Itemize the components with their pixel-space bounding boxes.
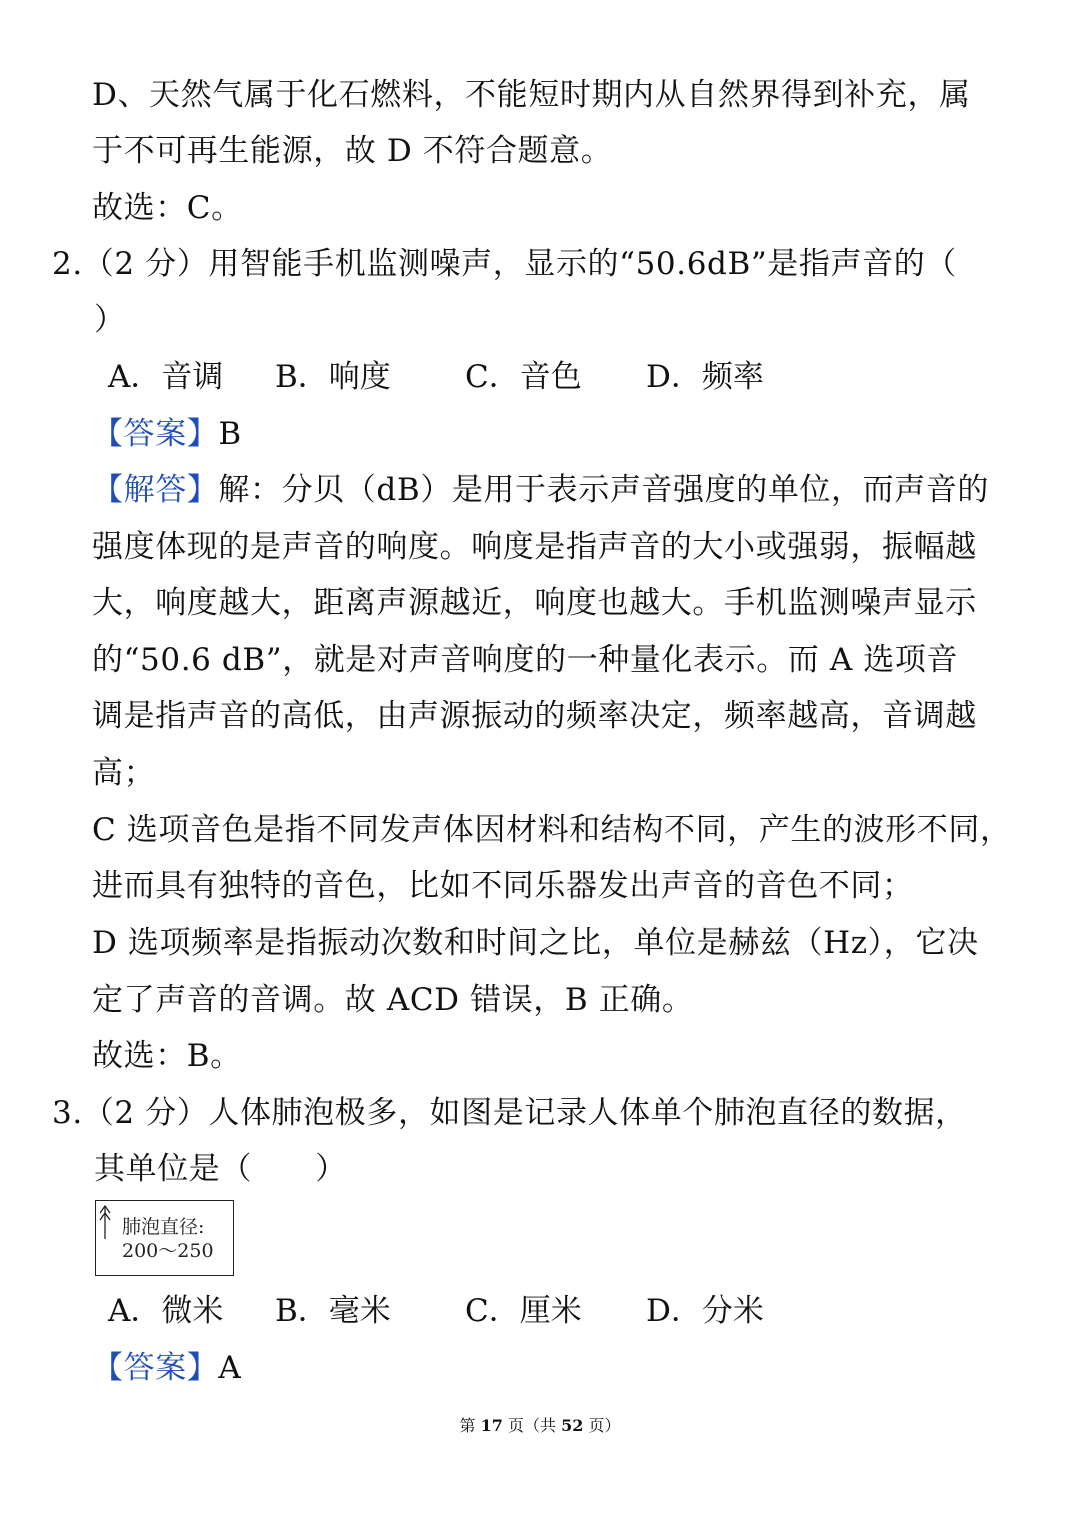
q2-solution-line: 的“50.6 dB”，就是对声音响度的一种量化表示。而 A 选项音 bbox=[92, 642, 959, 678]
double-arrow-icon bbox=[98, 1203, 112, 1243]
total-pages: 52 bbox=[561, 1416, 584, 1435]
q2-solution-line: 进而具有独特的音色，比如不同乐器发出声音的音色不同； bbox=[92, 868, 914, 904]
q2-answer-tag: 【答案】 bbox=[92, 416, 219, 452]
q2-solution-line: 调是指声音的高低，由声源振动的频率决定，频率越高，音调越 bbox=[92, 698, 977, 734]
current-page-number: 17 bbox=[480, 1416, 503, 1435]
q2-solution-text: 解：分贝（dB）是用于表示声音强度的单位，而声音的 bbox=[218, 472, 990, 508]
figure-label: 肺泡直径: bbox=[122, 1216, 205, 1238]
q2-stem-line2: ） bbox=[94, 302, 126, 338]
figure-value: 200～250 bbox=[122, 1240, 214, 1262]
footer-prefix: 第 bbox=[459, 1416, 481, 1435]
q3-option-a: A．微米 bbox=[108, 1293, 224, 1329]
q2-conclusion: 故选：B。 bbox=[92, 1038, 242, 1074]
q3-answer bbox=[92, 1348, 241, 1388]
q2-solution-line1 bbox=[92, 470, 989, 510]
q3-stem-line1: 3.（2 分）人体肺泡极多，如图是记录人体单个肺泡直径的数据， bbox=[52, 1095, 967, 1131]
q3-option-b: B．毫米 bbox=[275, 1293, 391, 1329]
footer-suffix: 页） bbox=[583, 1416, 621, 1435]
footer-middle: 页（共 bbox=[502, 1416, 562, 1435]
q2-solution-line: 强度体现的是声音的响度。响度是指声音的大小或强弱，振幅越 bbox=[92, 529, 977, 565]
q1-option-d-explanation-line1: D、天然气属于化石燃料，不能短时期内从自然界得到补充，属 bbox=[92, 77, 971, 113]
q2-solution-line: 高； bbox=[92, 755, 156, 791]
q2-option-c: C．音色 bbox=[465, 359, 582, 395]
q2-option-d: D．频率 bbox=[646, 359, 764, 395]
q2-stem-line1: 2.（2 分）用智能手机监测噪声，显示的“50.6dB”是指声音的（ bbox=[52, 246, 957, 282]
q3-answer-value: A bbox=[218, 1350, 242, 1386]
q3-stem-line2: 其单位是（ ） bbox=[94, 1151, 347, 1187]
q1-option-d-explanation-line2: 于不可再生能源，故 D 不符合题意。 bbox=[92, 133, 613, 169]
q2-solution-line: D 选项频率是指振动次数和时间之比，单位是赫兹（Hz），它决 bbox=[92, 925, 979, 961]
q2-answer bbox=[92, 414, 242, 454]
q1-conclusion: 故选：C。 bbox=[92, 190, 243, 226]
q2-option-b: B．响度 bbox=[275, 359, 391, 395]
q3-answer-tag: 【答案】 bbox=[92, 1350, 219, 1386]
page-footer bbox=[0, 1415, 1080, 1437]
q2-solution-line: C 选项音色是指不同发声体因材料和结构不同，产生的波形不同， bbox=[92, 812, 1012, 848]
q2-answer-value: B bbox=[218, 416, 242, 452]
alveolus-diameter-figure bbox=[95, 1200, 234, 1276]
q3-option-c: C．厘米 bbox=[465, 1293, 582, 1329]
q2-solution-tag: 【解答】 bbox=[92, 472, 219, 508]
q2-option-a: A．音调 bbox=[108, 359, 224, 395]
q2-solution-line: 大，响度越大，距离声源越近，响度也越大。手机监测噪声显示 bbox=[92, 585, 977, 621]
q3-option-d: D．分米 bbox=[646, 1293, 764, 1329]
q2-solution-line: 定了声音的音调。故 ACD 错误，B 正确。 bbox=[92, 982, 694, 1018]
